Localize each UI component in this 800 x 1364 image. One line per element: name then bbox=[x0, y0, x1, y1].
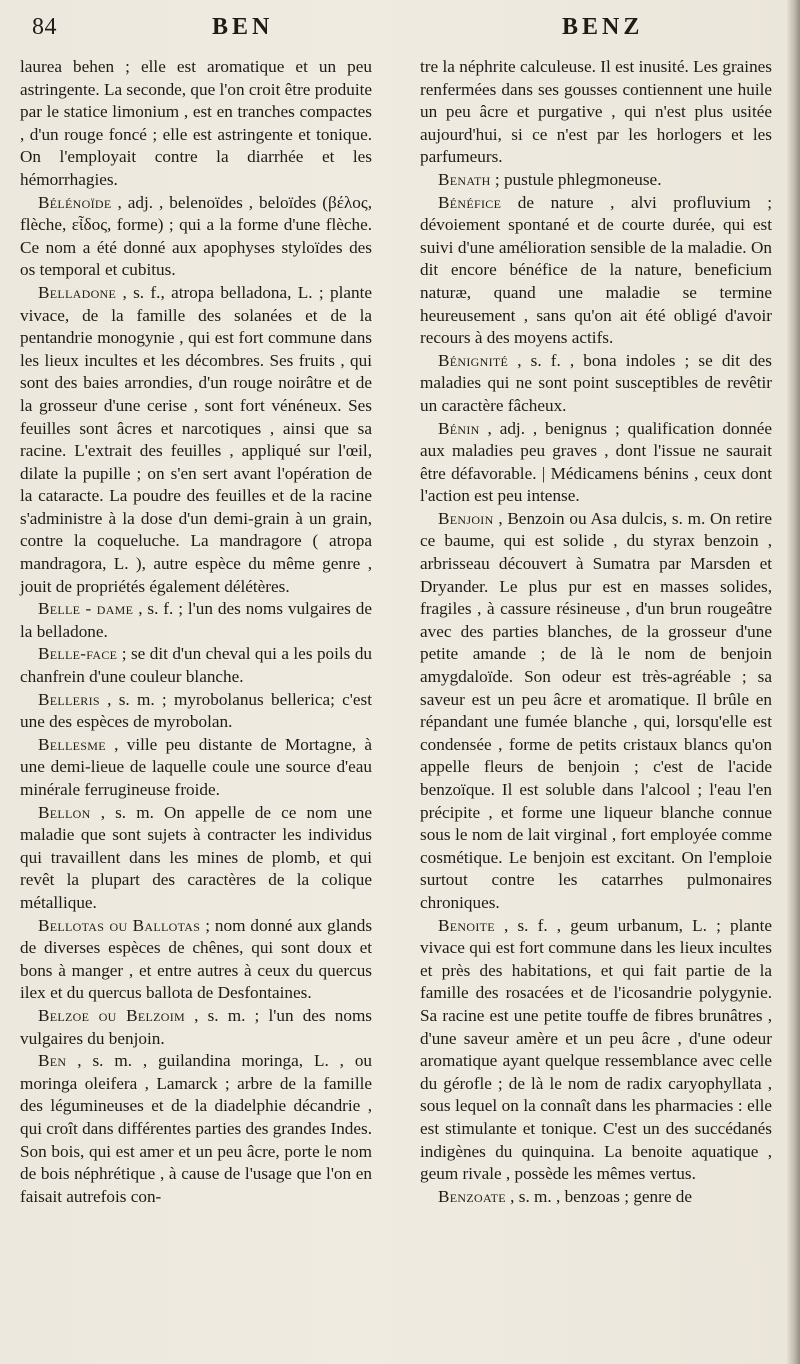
entry-bellon bbox=[20, 802, 372, 915]
entry-benoite bbox=[420, 915, 772, 1186]
entry-belle-dame bbox=[20, 598, 372, 643]
entry-belenoide bbox=[20, 192, 372, 282]
entry-headword: Bellesme bbox=[38, 734, 106, 754]
entry-text: laurea behen ; elle est aromatique et un peu astringente. La seconde, que l'on croit être produite par le statice limonium , est en tranches compactes , d'un rouge foncé ; elle est astringente et tonique. On l'employait contre la diarrhée et les hémorrhagies. bbox=[20, 57, 372, 189]
entry-benignite bbox=[420, 350, 772, 418]
right-column bbox=[420, 56, 772, 1208]
entry-ben bbox=[20, 1050, 372, 1208]
entry-text: , adj. , benignus ; qualification donnée aux maladies peu graves , dont l'issue ne saurait être défavorable. | Médicamens bénins , ceux dont l'action est peu intense. bbox=[420, 418, 773, 506]
entry-headword: Benzoate bbox=[438, 1186, 506, 1206]
entry-belle-face bbox=[20, 643, 372, 688]
entry-headword: Benjoin bbox=[438, 508, 494, 528]
entry-text: , s. m. On appelle de ce nom une maladie que sont sujets à contracter les individus qui travaillent dans les mines de plomb, et qui revêt la plupart des caractères de la colique métallique. bbox=[20, 802, 372, 912]
entry-benjoin bbox=[420, 508, 772, 915]
entry-text: , s. m. ; myrobolanus bellerica; c'est une des espèces de myrobolan. bbox=[20, 689, 372, 732]
entry-headword: Bélénoïde bbox=[38, 192, 112, 212]
entry-text: tre la néphrite calculeuse. Il est inusité. Les graines renfermées dans ses gousses contiennent une huile un peu âcre et purgative , qui n'est plus usitée aujourd'hui, si ce n'est par les horlogers et les parfumeurs. bbox=[420, 57, 772, 167]
entry-text: ; se dit d'un cheval qui a les poils du chanfrein d'une couleur blanche. bbox=[20, 644, 373, 687]
entry-text: ; pustule phlegmoneuse. bbox=[494, 169, 662, 189]
entry-headword: Bellotas ou Ballotas bbox=[38, 915, 201, 935]
page-edge-shadow bbox=[786, 0, 800, 1364]
page-header bbox=[32, 14, 768, 50]
entry-text: , adj. , belenoïdes , beloïdes (βέλος, flèche, εἶδος, forme) ; qui a la forme d'une flèche. Ce nom a été donné aux apophyses styloïdes des os temporal et cubitus. bbox=[20, 192, 373, 280]
entry-headword: Belleris bbox=[38, 689, 100, 709]
entry-text: de nature , alvi profluvium ; dévoiement spontané et de courte durée, qui est suivi d'une amélioration sensible de la maladie. On dit encore bénéfice de la nature, beneficium naturæ, quand une maladie se termine heureusement , sans qu'on ait été obligé d'avoir recours à des moyens actifs. bbox=[420, 192, 772, 348]
entry-text: ; nom donné aux glands de diverses espèces de chênes, qui sont doux et bons à manger , et entre autres à ceux du quercus ilex et du quercus ballota de Desfontaines. bbox=[20, 915, 373, 1003]
running-head-left: BEN bbox=[212, 14, 274, 40]
entry-headword: Ben bbox=[38, 1051, 67, 1071]
entry-headword: Bénéfice bbox=[438, 192, 502, 212]
entry-benefice bbox=[420, 192, 772, 350]
entry-bellotas bbox=[20, 915, 372, 1005]
entry-belleris bbox=[20, 689, 372, 734]
entry-belladone bbox=[20, 282, 372, 598]
entry-headword: Benoite bbox=[438, 915, 495, 935]
entry-text: , s. m. , guilandina moringa, L. , ou moringa oleifera , Lamarck ; arbre de la famille des légumineuses et de la diadelphie décandrie , qui croît dans différentes parties des grandes Indes. Son bois, qui est amer et un peu âcre, porte le nom de bois néphrétique , à cause de l'usage que l'on en faisait autrefois con- bbox=[20, 1051, 373, 1206]
entry-headword: Belle-face bbox=[38, 644, 118, 664]
entry-text: , s. f., atropa belladona, L. ; plante vivace, de la famille des solanées et de la pentandrie monogynie , qui est fort commune dans les lieux incultes et les décombres. Ses fruits , qui sont des baies arrondies, d'un rouge noirâtre et de la grosseur d'une cerise , sont fort vénéneux. Ses feuilles sont âcres et narcotiques , ainsi que sa racine. L'extrait des feuilles , appliqué sur l'œil, dilate la pupille ; on s'en sert avant l'opération de la cataracte. La poudre des feuilles et de la racine s'administre à la dose d'un demi-grain à un grain, contre la coqueluche. La mandragore ( atropa mandragora, L. ), autre espèce du même genre , jouit de propriétés également délétères. bbox=[20, 282, 372, 596]
entry-text: , s. f. , geum urbanum, L. ; plante vivace qui est fort commune dans les lieux incultes et près des habitations, et qui fait partie de la famille des rosacées et de l'icosandrie polygynie. Sa racine est une petite touffe de fibres brunâtres , d'une saveur amère et un peu âcre , d'une odeur aromatique ayant quelque ressemblance avec celle du gérofle ; de là le nom de radix caryophyllata , sous lequel on la connaît dans les pharmacies : elle est stimulante et tonique. C'est un des succédanés indigènes du quinquina. La benoite aquatique , geum rivale , possède les mêmes vertus. bbox=[420, 915, 772, 1184]
running-head-right: BENZ bbox=[562, 14, 644, 40]
entry-headword: Belzoe ou Belzoim bbox=[38, 1005, 185, 1025]
entry-text: , s. f. ; l'un des noms vulgaires de la belladone. bbox=[20, 599, 372, 641]
entry-text: , s. m. , benzoas ; genre de bbox=[510, 1186, 693, 1206]
entry-continuation bbox=[20, 56, 372, 192]
entry-text: , s. m. ; l'un des noms vulgaires du benjoin. bbox=[20, 1005, 372, 1048]
entry-benath bbox=[420, 169, 772, 192]
entry-ben-continued bbox=[420, 56, 772, 169]
entry-headword: Bellon bbox=[38, 802, 91, 822]
entry-headword: Bénignité bbox=[438, 350, 509, 370]
entry-text: , s. f. , bona indoles ; se dit des maladies qui ne sont point susceptibles de revêtir un caractère fâcheux. bbox=[420, 350, 773, 415]
entry-headword: Benath bbox=[438, 169, 491, 189]
entry-headword: Bénin bbox=[438, 418, 480, 438]
page-number: 84 bbox=[32, 14, 57, 40]
entry-benzoate bbox=[420, 1186, 772, 1209]
entry-bellesme bbox=[20, 734, 372, 802]
entry-text: , ville peu distante de Mortagne, à une demi-lieue de laquelle coule une source d'eau minérale ferrugineuse froide. bbox=[20, 734, 372, 799]
entry-benin bbox=[420, 418, 772, 508]
entry-headword: Belle - dame bbox=[38, 599, 134, 619]
entry-belzoe bbox=[20, 1005, 372, 1050]
entry-text: , Benzoin ou Asa dulcis, s. m. On retire ce baume, qui est solide , du styrax benzoin , arbrisseau découvert à Sumatra par Marsden et Dryander. Le plus pur est en masses solides, fragiles , à cassure résineuse , d'un brun rougeâtre avec des parties blanches, de la grosseur d'une petite amande ; de là le nom de benjoin amygdaloïde. Son odeur est très-agréable ; sa saveur est un peu âcre et aromatique. Il brûle en répandant une fumée blanche , qui, lorsqu'elle est condensée , forme de petits cristaux blancs qu'on appelle fleurs de benjoin ; c'est de l'acide benzoïque. Il est soluble dans l'alcool ; l'eau l'en précipite , et forme une liqueur blanche connue sous le nom de lait virginal , fort employée comme cosmétique. Le benjoin est excitant. On l'emploie surtout contre les catarrhes pulmonaires chroniques. bbox=[420, 508, 773, 912]
entry-headword: Belladone bbox=[38, 282, 117, 302]
left-column bbox=[20, 56, 372, 1208]
